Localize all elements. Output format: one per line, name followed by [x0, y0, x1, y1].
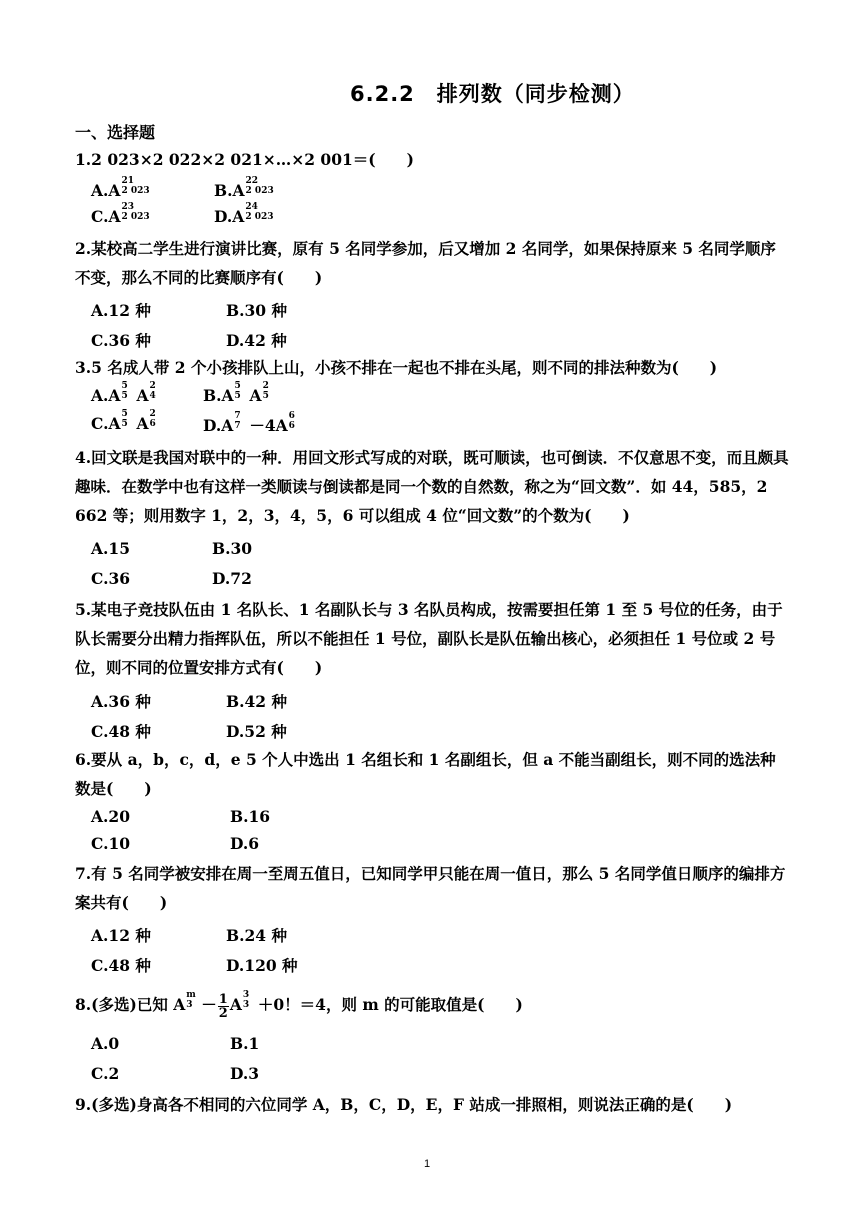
- question-4-option-a[interactable]: A.15: [91, 539, 130, 558]
- question-3-stem: 3.5 名成人带 2 个小孩排队上山，小孩不排在一起也不排在头尾，则不同的排法种数为( ): [75, 358, 718, 377]
- page-title: 6.2.2 排列数（同步检测）: [350, 82, 635, 106]
- question-6-option-a[interactable]: A.20: [91, 807, 130, 826]
- question-7-stem: 7.有 5 名同学被安排在周一至周五值日，已知同学甲只能在周一值日，那么 5 名同学值日顺序的编排方案共有( ): [75, 864, 786, 912]
- question-2-stem: 2.某校高二学生进行演讲比赛，原有 5 名同学参加，后又增加 2 名同学，如果保持原来 5 名同学顺序不变，那么不同的比赛顺序有( ): [75, 239, 776, 287]
- question-4-stem: 4.回文联是我国对联中的一种．用回文形式写成的对联，既可顺读，也可倒读．不仅意思不变，而且颇具趣味．在数学中也有这样一类顺读与倒读都是同一个数的自然数，称之为“回文数”．如 44，585，2 662 等；则用数字 1，2，3，4，5，6 可以组成 4 位“回文数”的个数为( ): [75, 448, 789, 525]
- question-7-option-c[interactable]: C.48 种: [91, 956, 151, 975]
- question-5-option-a[interactable]: A.36 种: [91, 692, 151, 711]
- question-1-option-b[interactable]: B.A 22 2 023: [214, 176, 274, 200]
- question-6-option-b[interactable]: B.16: [230, 807, 271, 826]
- question-8-stem: 8.(多选)已知 A m 3 － $\frac{1}{2}$ A 3 3 ＋0！＝4，则 m 的可能取值是( ): [75, 990, 523, 1021]
- question-1-stem: 1.2 023×2 022×2 021×…×2 001＝( ): [75, 150, 414, 169]
- question-7-option-a[interactable]: A.12 种: [91, 926, 151, 945]
- question-2-option-a[interactable]: A.12 种: [91, 301, 151, 320]
- question-8-option-a[interactable]: A.0: [91, 1034, 120, 1053]
- question-8-option-c[interactable]: C.2: [91, 1064, 120, 1083]
- question-1-option-a[interactable]: A.A 21 2 023: [91, 176, 150, 200]
- question-5-stem: 5.某电子竞技队伍由 1 名队长、1 名副队长与 3 名队员构成，按需要担任第 1 至 5 号位的任务，由于队长需要分出精力指挥队伍，所以不能担任 1 号位，副队长是队伍输出核心，必须担任 1 号位或 2 号位，则不同的位置安排方式有( ): [75, 600, 783, 677]
- question-7-option-b[interactable]: B.24 种: [226, 926, 287, 945]
- question-1-option-d[interactable]: D.A 24 2 023: [214, 202, 274, 226]
- question-5-option-b[interactable]: B.42 种: [226, 692, 287, 711]
- question-4-option-b[interactable]: B.30: [212, 539, 253, 558]
- question-3-option-c[interactable]: C.A 5 5 A 2 6: [91, 409, 156, 433]
- question-4-option-d[interactable]: D.72: [212, 569, 252, 588]
- question-6-option-c[interactable]: C.10: [91, 834, 131, 853]
- question-8-option-b[interactable]: B.1: [230, 1034, 260, 1053]
- question-5-option-d[interactable]: D.52 种: [226, 722, 287, 741]
- question-8-option-d[interactable]: D.3: [230, 1064, 260, 1083]
- question-7-option-d[interactable]: D.120 种: [226, 956, 298, 975]
- section-heading: 一、选择题: [75, 123, 156, 142]
- question-3-option-d[interactable]: D.A 7 7 －4A 6 6: [203, 411, 295, 435]
- question-2-option-c[interactable]: C.36 种: [91, 331, 151, 350]
- question-3-option-b[interactable]: B.A 5 5 A 2 5: [203, 381, 269, 405]
- question-4-option-c[interactable]: C.36: [91, 569, 131, 588]
- question-5-option-c[interactable]: C.48 种: [91, 722, 151, 741]
- question-2-option-d[interactable]: D.42 种: [226, 331, 287, 350]
- question-6-option-d[interactable]: D.6: [230, 834, 260, 853]
- question-9-stem: 9.(多选)身高各不相同的六位同学 A，B，C，D，E，F 站成一排照相，则说法正确的是( ): [75, 1095, 733, 1114]
- question-1-option-c[interactable]: C.A 23 2 023: [91, 202, 150, 226]
- question-3-option-a[interactable]: A.A 5 5 A 2 4: [91, 381, 156, 405]
- page-number: 1: [424, 1158, 431, 1170]
- question-2-option-b[interactable]: B.30 种: [226, 301, 287, 320]
- question-6-stem: 6.要从 a，b，c，d，e 5 个人中选出 1 名组长和 1 名副组长，但 a 不能当副组长，则不同的选法种数是( ): [75, 750, 776, 798]
- fraction: $\frac{1}{2}$: [218, 991, 228, 1021]
